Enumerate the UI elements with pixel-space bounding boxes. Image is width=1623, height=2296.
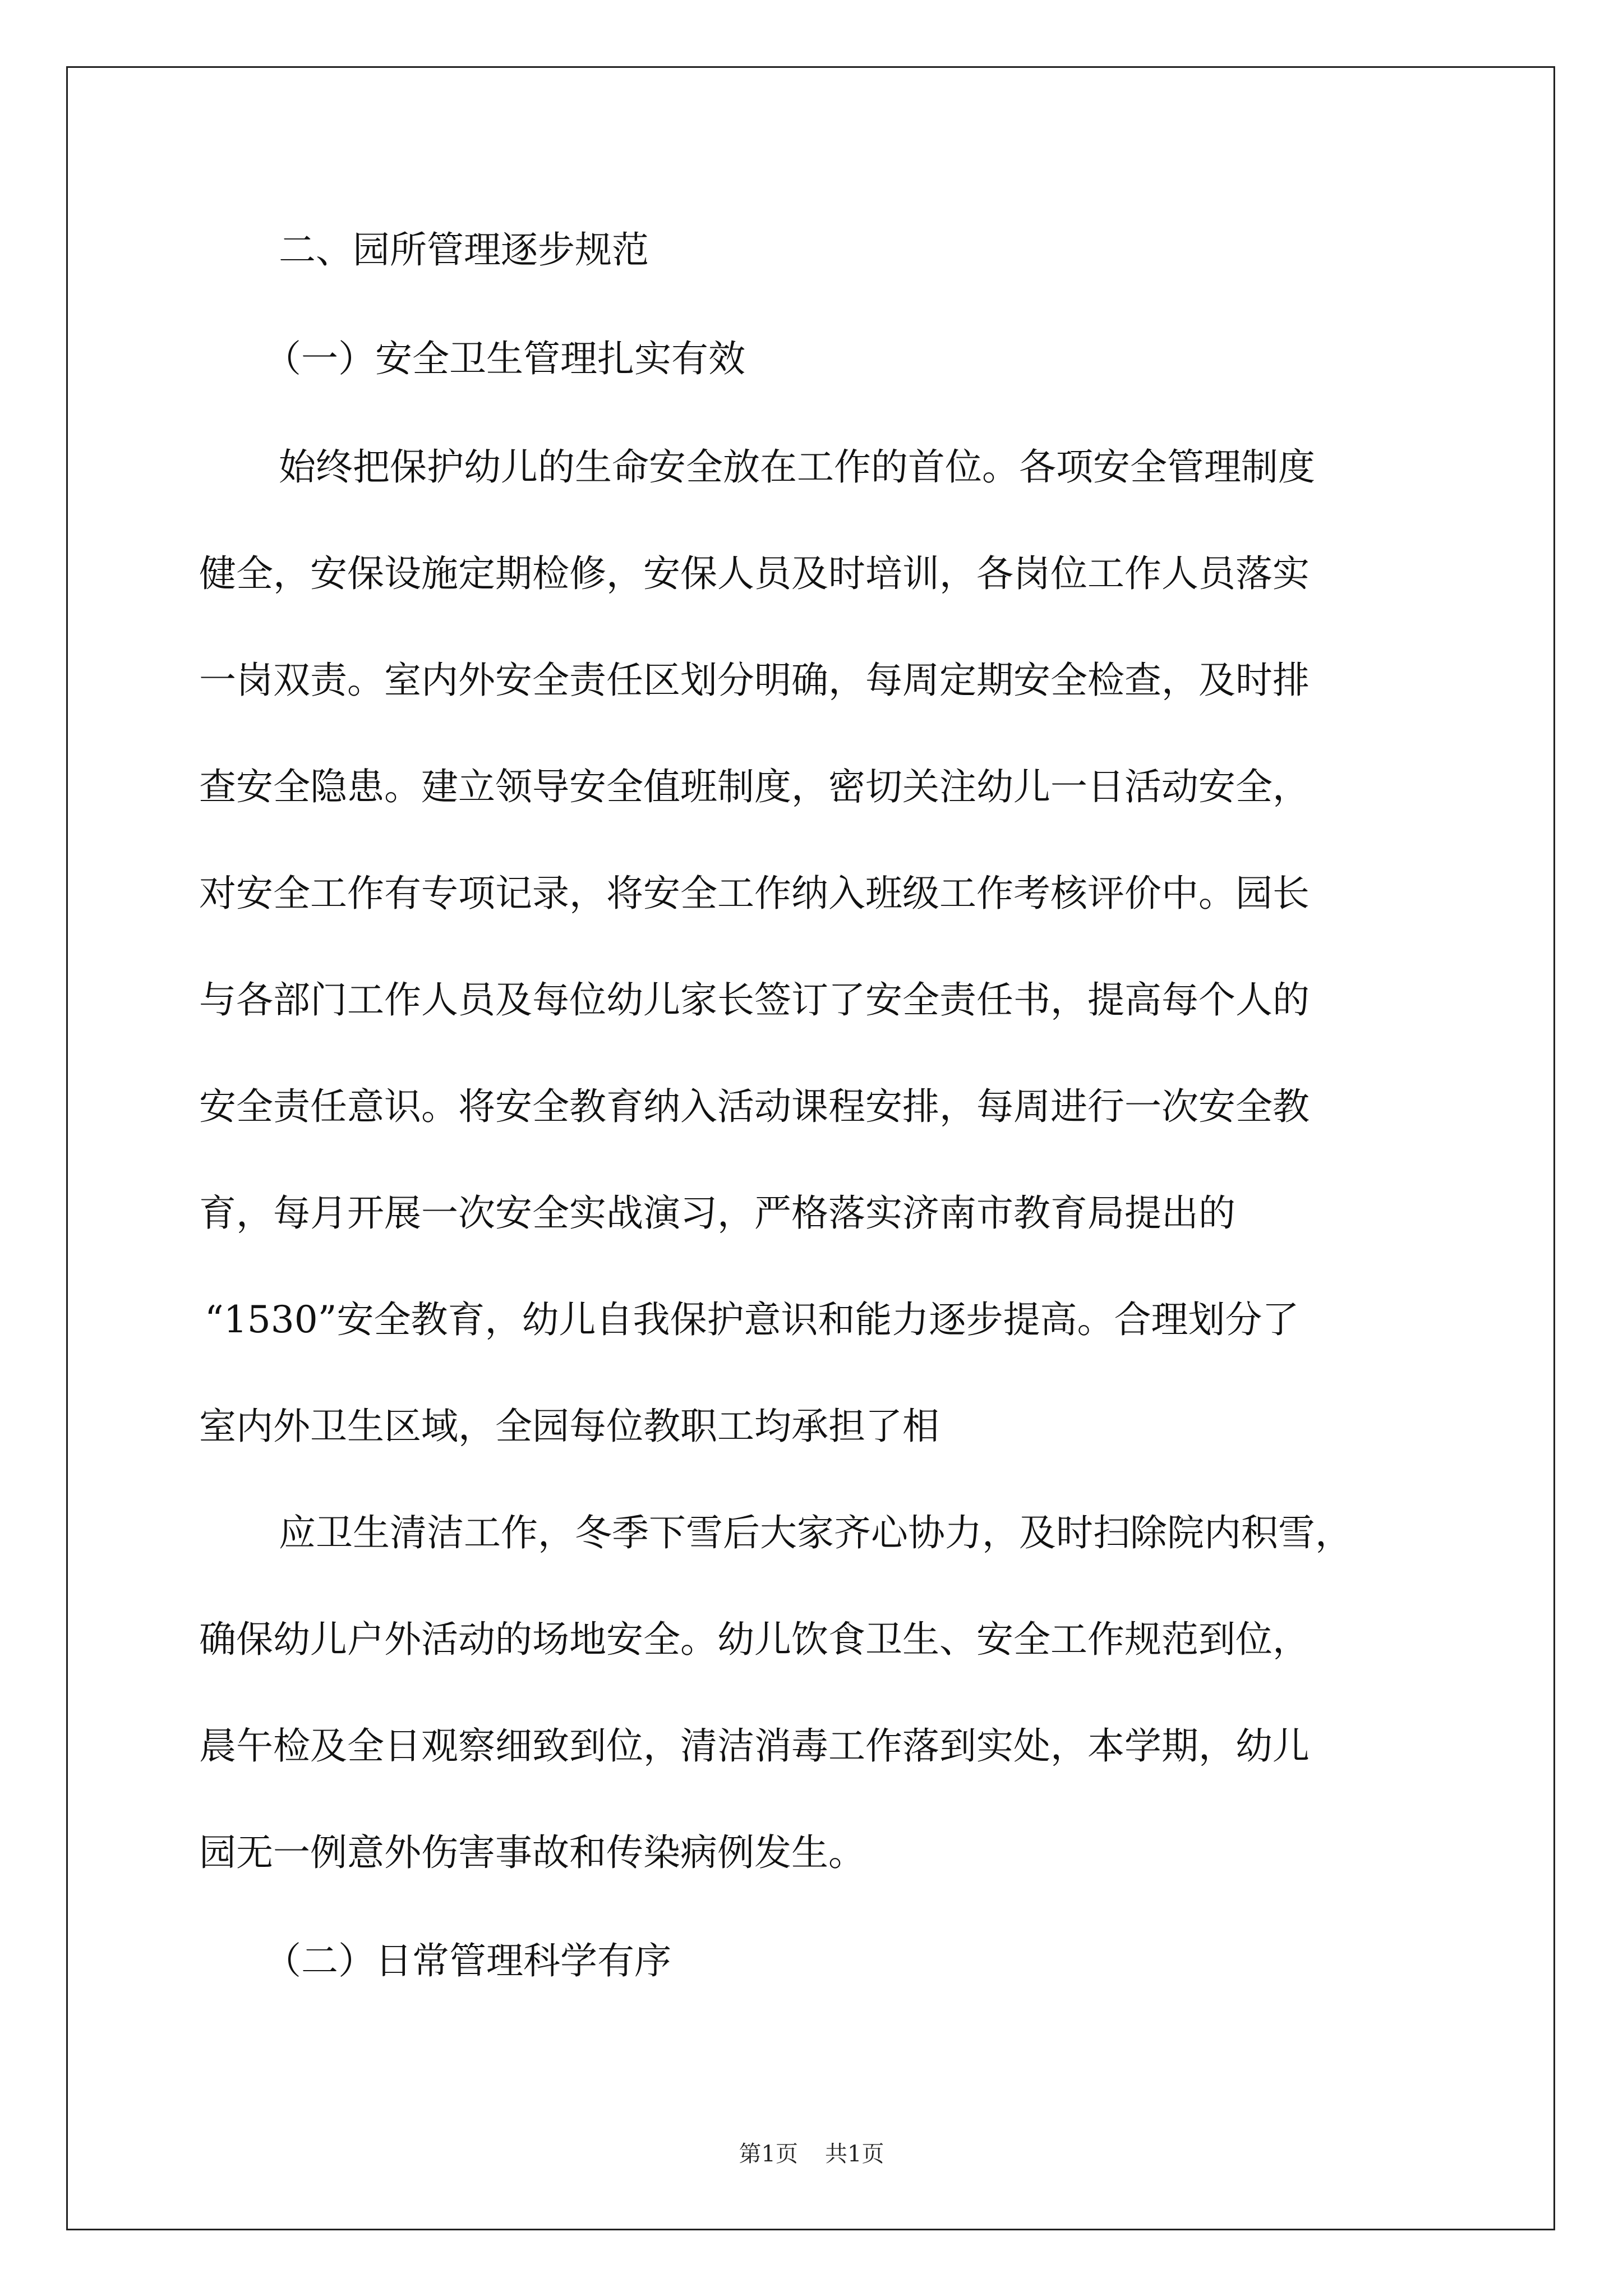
section-heading: 二、园所管理逐步规范: [279, 228, 649, 272]
paragraph-line: 与各部门工作人员及每位幼儿家长签订了安全责任书，提高每个人的: [199, 978, 1310, 1022]
page-number: 第1页: [739, 2141, 798, 2167]
paragraph-line: 始终把保护幼儿的生命安全放在工作的首位。各项安全管理制度: [279, 445, 1315, 489]
paragraph-line: 对安全工作有专项记录，将安全工作纳入班级工作考核评价中。园长: [199, 872, 1310, 915]
paragraph-line: 育，每月开展一次安全实战演习，严格落实济南市教育局提出的: [199, 1191, 1235, 1235]
paragraph-line: 晨午检及全日观察细致到位，清洁消毒工作落到实处，本学期，幼儿: [199, 1724, 1310, 1768]
subsection-heading: （一）安全卫生管理扎实有效: [264, 337, 745, 380]
paragraph-line: 安全责任意识。将安全教育纳入活动课程安排，每周进行一次安全教: [199, 1085, 1310, 1128]
paragraph-line: 应卫生清洁工作，冬季下雪后大家齐心协力，及时扫除院内积雪，: [279, 1511, 1352, 1554]
paragraph-line: 确保幼儿户外活动的场地安全。幼儿饮食卫生、安全工作规范到位，: [199, 1618, 1310, 1661]
paragraph-line: 查安全隐患。建立领导安全值班制度，密切关注幼儿一日活动安全，: [199, 765, 1310, 808]
paragraph-line: 一岗双责。室内外安全责任区划分明确，每周定期安全检查，及时排: [199, 659, 1310, 702]
paragraph-line: “1530”安全教育，幼儿自我保护意识和能力逐步提高。合理划分了: [205, 1298, 1299, 1341]
subsection-heading: （二）日常管理科学有序: [264, 1939, 671, 1982]
paragraph-line: 室内外卫生区域，全园每位教职工均承担了相: [199, 1405, 939, 1448]
paragraph-line: 园无一例意外伤害事故和传染病例发生。: [199, 1831, 865, 1874]
page-footer: [0, 2136, 1623, 2168]
paragraph-line: 健全，安保设施定期检修，安保人员及时培训，各岗位工作人员落实: [199, 552, 1310, 595]
page-border: [66, 66, 1555, 2230]
page-total: 共1页: [825, 2141, 884, 2167]
